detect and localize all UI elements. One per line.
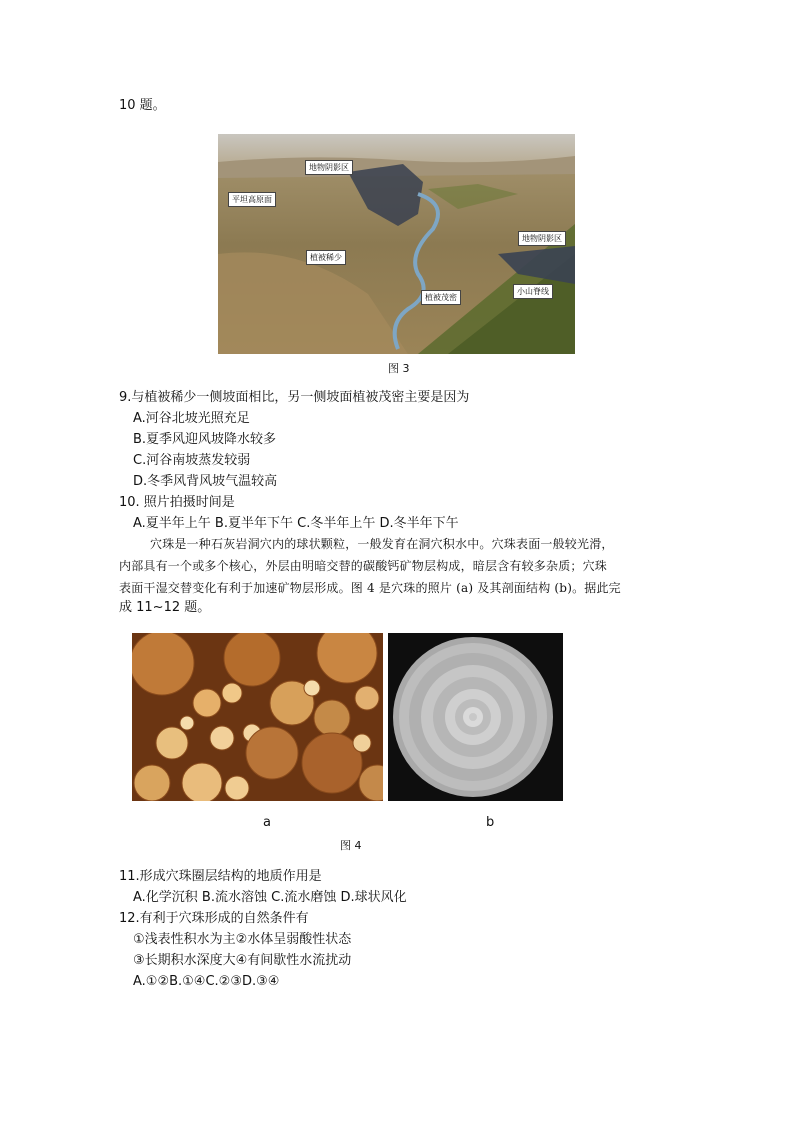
q9-option-a: A.河谷北坡光照充足	[133, 411, 250, 426]
label-sparse-vegetation: 植被稀少	[306, 250, 346, 265]
figure-3-caption: 图 3	[388, 362, 410, 375]
label-shadow-area-right: 地物阴影区	[518, 231, 566, 246]
label-dense-vegetation: 植被茂密	[421, 290, 461, 305]
q9-option-d: D.冬季风背风坡气温较高	[133, 474, 278, 489]
q12-stem: 12.有利于穴珠形成的自然条件有	[119, 911, 309, 926]
q9-option-c: C.河谷南坡蒸发较弱	[133, 453, 251, 468]
passage-line-1: 穴珠是一种石灰岩洞穴内的球状颗粒，一般发育在洞穴积水中。穴珠表面一般较光滑，	[150, 537, 614, 551]
q11-stem: 11.形成穴珠圈层结构的地质作用是	[119, 869, 322, 884]
figure-4a-cave-pearls-photo	[132, 633, 383, 801]
q12-options: A.①②B.①④C.②③D.③④	[133, 974, 280, 989]
q11-options: A.化学沉积 B.流水溶蚀 C.流水磨蚀 D.球状风化	[133, 890, 407, 905]
label-shadow-area-left: 地物阴影区	[305, 160, 353, 175]
q10-options: A.夏半年上午 B.夏半年下午 C.冬半年上午 D.冬半年下午	[133, 516, 459, 531]
passage-line-3: 表面干湿交替变化有利于加速矿物层形成。图 4 是穴珠的照片 (a) 及其剖面结构 (b)。据此完	[119, 581, 621, 595]
q9-option-b: B.夏季风迎风坡降水较多	[133, 432, 277, 447]
figure-4b-label: b	[486, 815, 495, 830]
cave-pearls-image	[132, 633, 383, 801]
figure-4a-label: a	[263, 815, 271, 830]
label-plateau: 平坦高原面	[228, 192, 276, 207]
figure-3-photo	[218, 134, 575, 354]
passage-line-2: 内部具有一个或多个核心，外层由明暗交替的碳酸钙矿物层构成，暗层含有较多杂质；穴珠	[119, 559, 608, 573]
figure-4-caption: 图 4	[340, 839, 362, 852]
pearl-cross-section-image	[388, 633, 563, 801]
intro-tail: 10 题。	[119, 98, 166, 113]
q12-conditions-2: ③长期积水深度大④有间歇性水流扰动	[133, 953, 352, 968]
label-ridge-line: 小山脊线	[513, 284, 553, 299]
q10-stem: 10. 照片拍摄时间是	[119, 495, 235, 510]
q12-conditions-1: ①浅表性积水为主②水体呈弱酸性状态	[133, 932, 352, 947]
figure-4b-cross-section-photo	[388, 633, 563, 801]
passage-line-4: 成 11~12 题。	[119, 600, 211, 615]
q9-stem: 9.与植被稀少一侧坡面相比，另一侧坡面植被茂密主要是因为	[119, 390, 470, 405]
